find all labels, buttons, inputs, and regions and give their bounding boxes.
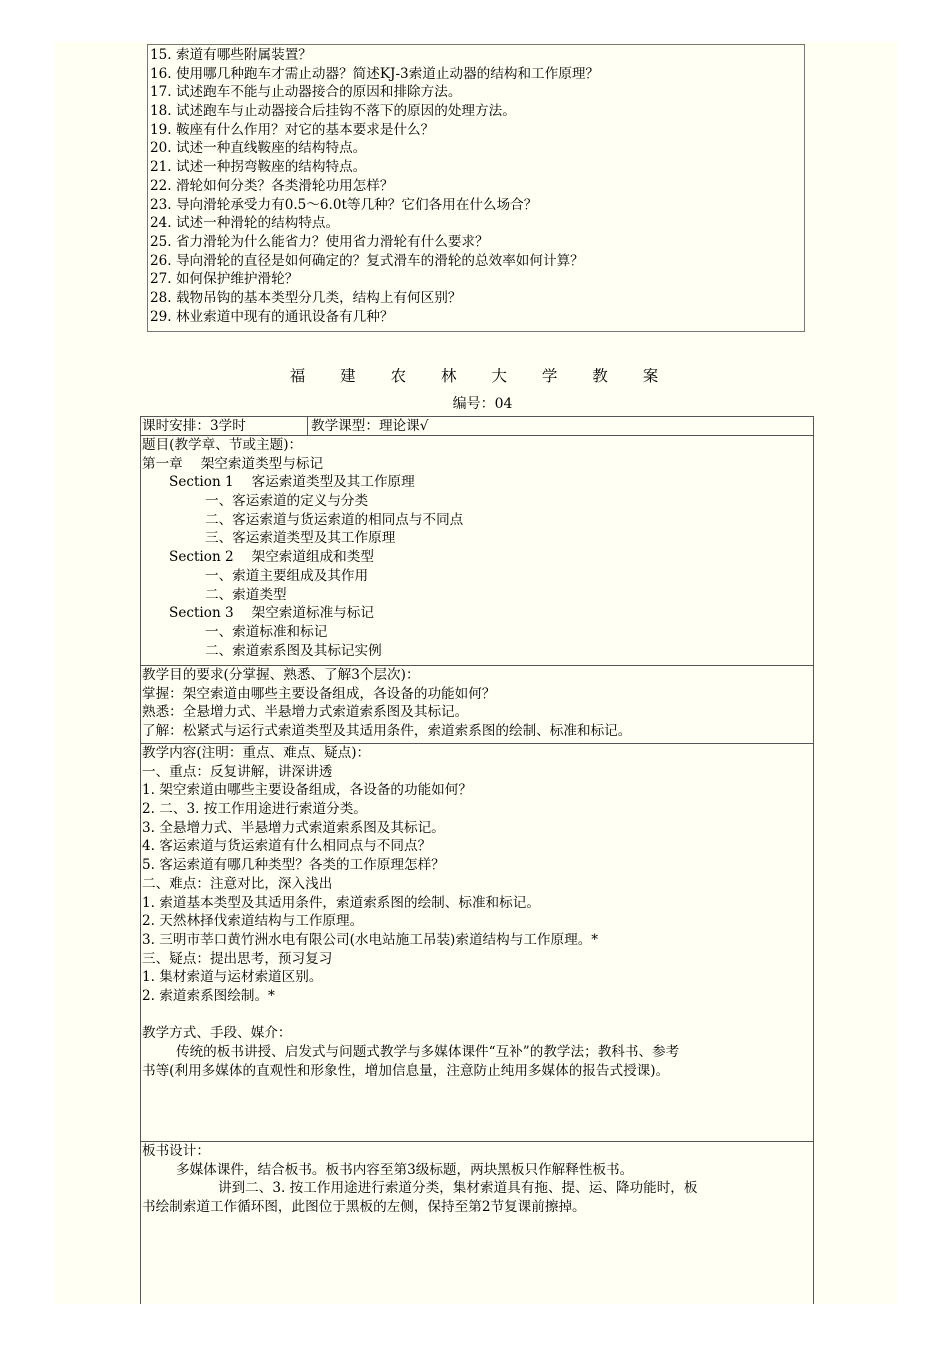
question-item: 23. 导向滑轮承受力有0.5～6.0t等几种？它们各用在什么场合？ — [150, 196, 538, 213]
content-item: 1. 索道基本类型及其适用条件，索道索系图的绘制、标准和标记。 — [142, 894, 540, 911]
content-item: 1. 架空索道由哪些主要设备组成，各设备的功能如何？ — [142, 782, 472, 799]
section-item: 二、索道索系图及其标记实例 — [205, 642, 382, 659]
question-item: 15. 索道有哪些附属装置？ — [150, 47, 312, 63]
chapter-title: 第一章 架空索道类型与标记 — [142, 455, 324, 472]
question-item: 24. 试述一种滑轮的结构特点。 — [150, 215, 340, 232]
methods-text: 书等(利用多媒体的直观性和形象性，增加信息量，注意防止纯用多媒体的报告式授课)。 — [142, 1062, 670, 1079]
section-title: Section 3 架空索道标准与标记 — [169, 605, 374, 622]
methods-heading: 教学方式、手段、媒介： — [142, 1025, 292, 1042]
section-item: 二、索道类型 — [205, 586, 287, 603]
section-title: Section 1 客运索道类型及其工作原理 — [169, 474, 415, 491]
blank-line — [142, 1006, 813, 1025]
question-item: 26. 导向滑轮的直径是如何确定的？复式滑车的滑轮的总效率如何计算？ — [150, 252, 584, 269]
board-design-section — [141, 1142, 813, 1305]
section-item: 二、客运索道与货运索道的相同点与不同点 — [205, 511, 464, 528]
question-item: 20. 试述一种直线鞍座的结构特点。 — [150, 140, 367, 157]
document-title: 福 建 农 林 大 学 教 案 — [289, 367, 674, 385]
question-item: 27. 如何保护维护滑轮？ — [150, 271, 299, 288]
question-item: 19. 鞍座有什么作用？对它的基本要求是什么？ — [150, 121, 435, 138]
class-hours-cell: 课时安排：3学时 — [142, 417, 308, 435]
content-item: 二、难点：注意对比，深入浅出 — [142, 875, 333, 892]
question-item: 21. 试述一种拐弯鞍座的结构特点。 — [150, 159, 367, 176]
question-item: 25. 省力滑轮为什么能省力？使用省力滑轮有什么要求？ — [150, 233, 489, 250]
content-item: 一、重点：反复讲解，讲深讲透 — [142, 763, 333, 780]
schedule-row — [141, 417, 813, 436]
section-item: 一、索道标准和标记 — [205, 623, 328, 640]
objective-familiar: 熟悉：全悬增力式、半悬增力式索道索系图及其标记。 — [142, 704, 469, 721]
question-item: 28. 载物吊钩的基本类型分几类，结构上有何区别？ — [150, 289, 462, 306]
objectives-heading: 教学目的要求(分掌握、熟悉、了解3个层次)： — [142, 667, 420, 683]
section-item: 三、客运索道类型及其工作原理 — [205, 530, 396, 547]
board-heading: 板书设计： — [142, 1143, 210, 1159]
content-heading: 教学内容(注明：重点、难点、疑点)： — [142, 745, 371, 761]
content-item: 5. 客运索道有哪几种类型？各类的工作原理怎样？ — [142, 857, 445, 874]
objectives-section — [141, 666, 813, 744]
class-type-cell: 教学课型：理论课√ — [311, 418, 429, 434]
section-item: 一、客运索道的定义与分类 — [205, 493, 369, 510]
objective-understand: 了解：松紧式与运行式索道类型及其适用条件，索道索系图的绘制、标准和标记。 — [142, 723, 632, 740]
content-item: 3. 三明市莘口黄竹洲水电有限公司(水电站施工吊装)索道结构与工作原理。* — [142, 931, 599, 948]
content-item: 2. 二、3. 按工作用途进行索道分类。 — [142, 801, 367, 818]
content-section — [141, 744, 813, 1142]
question-item: 29. 林业索道中现有的通讯设备有几种？ — [150, 308, 394, 325]
question-item: 18. 试述跑车与止动器接合后挂钩不落下的原因的处理方法。 — [150, 103, 516, 120]
question-item: 22. 滑轮如何分类？各类滑轮功用怎样？ — [150, 177, 394, 194]
review-questions-box — [147, 44, 805, 332]
topic-heading: 题目(教学章、节或主题)： — [142, 437, 303, 453]
section-item: 一、索道主要组成及其作用 — [205, 567, 369, 584]
content-item: 2. 索道索系图绘制。* — [142, 987, 275, 1004]
question-item: 17. 试述跑车不能与止动器接合的原因和排除方法。 — [150, 84, 462, 101]
topic-section — [141, 436, 813, 666]
content-item: 2. 天然林择伐索道结构与工作原理。 — [142, 913, 364, 930]
board-text: 讲到二、3. 按工作用途进行索道分类，集材索道具有拖、提、运、降功能时，板 — [218, 1180, 698, 1197]
content-item: 1. 集材索道与运材索道区别。 — [142, 969, 323, 986]
objective-master: 掌握：架空索道由哪些主要设备组成，各设备的功能如何？ — [142, 685, 496, 702]
section-title: Section 2 架空索道组成和类型 — [169, 549, 374, 566]
board-text: 书绘制索道工作循环图，此图位于黑板的左侧，保持至第2节复课前擦掉。 — [142, 1199, 586, 1216]
board-text: 多媒体课件，结合板书。板书内容至第3级标题，两块黑板只作解释性板书。 — [176, 1161, 634, 1178]
content-item: 3. 全悬增力式、半悬增力式索道索系图及其标记。 — [142, 819, 445, 836]
document-code: 编号：04 — [452, 396, 513, 412]
content-item: 4. 客运索道与货运索道有什么相同点与不同点？ — [142, 838, 432, 855]
methods-text: 传统的板书讲授、启发式与问题式教学与多媒体课件“互补”的教学法；教科书、参考 — [176, 1044, 680, 1060]
content-item: 三、疑点：提出思考，预习复习 — [142, 950, 333, 967]
question-item: 16. 使用哪几种跑车才需止动器？简述KJ-3索道止动器的结构和工作原理？ — [150, 65, 600, 82]
lesson-plan-table — [140, 416, 814, 1304]
